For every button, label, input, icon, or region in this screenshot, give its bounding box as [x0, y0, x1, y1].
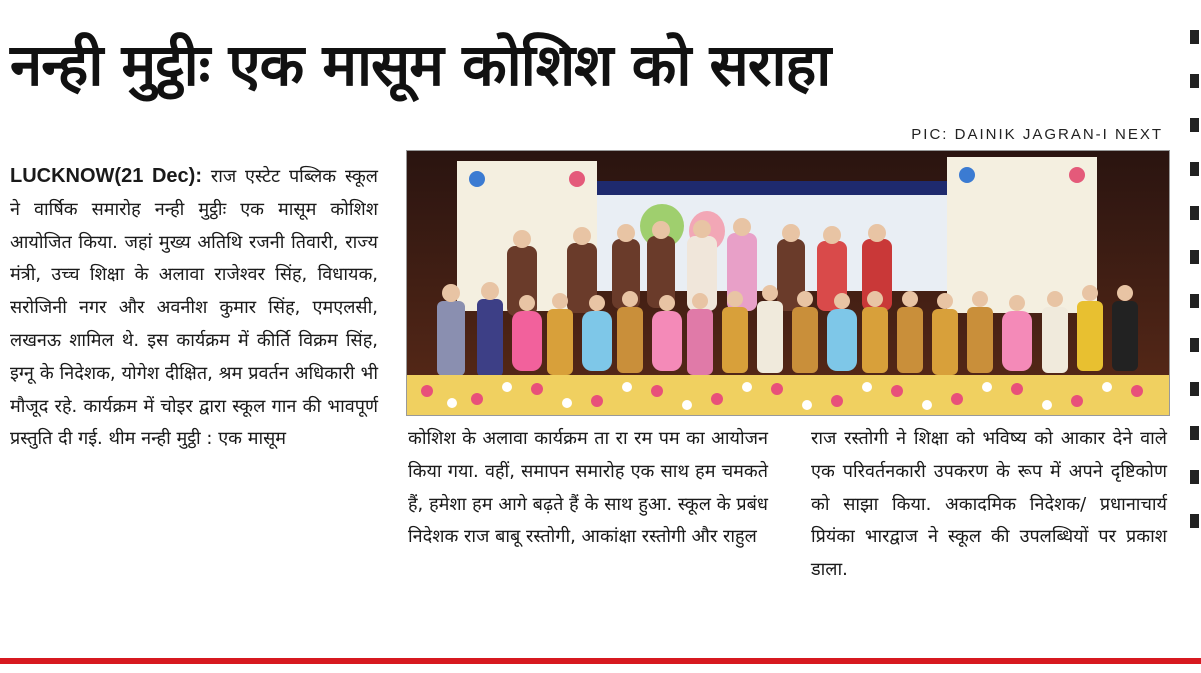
article-column-3: राज रस्तोगी ने शिक्षा को भविष्य को आकार देने वाले एक परिवर्तनकारी उपकरण के रूप में अपने दृष्टिकोण को साझा किया. अकादमिक निदेशक/ प्रधानाचार्य प्रियंका भारद्वाज ने स्कूल की उपलब्धियों पर प्रकाश डाला. [811, 428, 1167, 581]
adjacent-article-edge [1186, 30, 1201, 630]
article-column-2: कोशिश के अलावा कार्यक्रम ता रा रम पम का आयोजन किया गया. वहीं, समापन समारोह एक साथ हम चमकते हैं, हमेशा हम आगे बढ़ते हैं के साथ हुआ. स्कूल के प्रबंध निदेशक राज बाबू रस्तोगी, आकांक्षा रस्तोगी और राहुल [408, 428, 768, 548]
dateline: LUCKNOW(21 Dec): [10, 165, 202, 187]
photo-credit: PIC: DAINIK JAGRAN-I NEXT [911, 126, 1163, 143]
headline: नन्ही मुट्ठीः एक मासूम कोशिश को सराहा [10, 31, 831, 99]
event-photo [406, 150, 1170, 416]
stage-photo-illustration [407, 151, 1169, 415]
bottom-rule [0, 658, 1201, 664]
article-column-1 [10, 160, 378, 456]
column-1-text: राज एस्टेट पब्लिक स्कूल ने वार्षिक समारोह नन्ही मुट्ठीः एक मासूम कोशिश आयोजित किया. जहां मुख्य अतिथि रजनी तिवारी, राज्य मंत्री, उच्च शिक्षा के अलावा राजेश्वर सिंह, विधायक, सरोजिनी नगर और अवनीश कुमार सिंह, एमएलसी, लखनऊ शामिल थे. इस कार्यक्रम में कीर्ति विक्रम सिंह, इग्नू के निदेशक, योगेश दीक्षित, श्रम प्रवर्तन अधिकारी भी मौजूद रहे. कार्यक्रम में चोइर द्वारा स्कूल गान की भावपूर्ण प्रस्तुति दी गई. थीम नन्ही मुट्ठी : एक मासूम [10, 166, 378, 450]
